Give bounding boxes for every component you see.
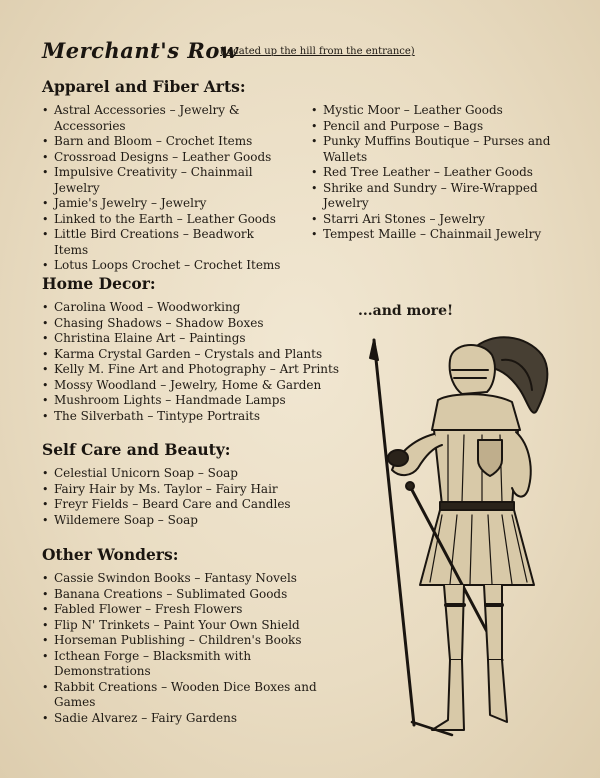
vendor-list-item: • Tempest Maille – Chainmail Jewelry — [311, 227, 556, 243]
vendor-list-item: • Astral Accessories – Jewelry & Accessories — [42, 103, 282, 134]
vendor-list-item: • Carolina Wood – Woodworking — [42, 300, 342, 316]
heading-self-care: Self Care and Beauty: — [42, 440, 231, 459]
heading-home-decor: Home Decor: — [42, 274, 156, 293]
vendor-list-item: • Jamie's Jewelry – Jewelry — [42, 196, 282, 212]
knight-with-spear-icon — [352, 330, 567, 750]
vendor-list-item: • Punky Muffins Boutique – Purses and Wallets — [311, 134, 556, 165]
vendor-list-item: • Rabbit Creations – Wooden Dice Boxes and Games — [42, 680, 342, 711]
vendor-list-item: • Icthean Forge – Blacksmith with Demonstrations — [42, 649, 342, 680]
vendor-list-item: • Mystic Moor – Leather Goods — [311, 103, 556, 119]
heading-apparel: Apparel and Fiber Arts: — [42, 77, 246, 96]
other-wonders-list — [42, 571, 342, 726]
vendor-list-item: • Karma Crystal Garden – Crystals and Plants — [42, 347, 342, 363]
vendor-list-item: • Linked to the Earth – Leather Goods — [42, 212, 282, 228]
vendor-list-item: • Kelly M. Fine Art and Photography – Art Prints — [42, 362, 342, 378]
vendor-list-item: • Sadie Alvarez – Fairy Gardens — [42, 711, 342, 727]
location-subtitle: (located up the hill from the entrance) — [220, 46, 415, 57]
heading-other-wonders: Other Wonders: — [42, 545, 179, 564]
home-decor-list — [42, 300, 342, 424]
vendor-list-item: • Horseman Publishing – Children's Books — [42, 633, 342, 649]
vendor-list-item: • Red Tree Leather – Leather Goods — [311, 165, 556, 181]
vendor-list-item: • Little Bird Creations – Beadwork Items — [42, 227, 282, 258]
page-title: Merchant's Row — [42, 38, 239, 63]
self-care-list — [42, 466, 342, 528]
and-more-text: ...and more! — [358, 303, 454, 319]
apparel-list-col2 — [311, 103, 556, 243]
vendor-list-item: • Mushroom Lights – Handmade Lamps — [42, 393, 342, 409]
vendor-list-item: • Fabled Flower – Fresh Flowers — [42, 602, 342, 618]
vendor-list-item: • Flip N' Trinkets – Paint Your Own Shield — [42, 618, 342, 634]
vendor-list-item: • Chasing Shadows – Shadow Boxes — [42, 316, 342, 332]
vendor-list-item: • Mossy Woodland – Jewelry, Home & Garden — [42, 378, 342, 394]
vendor-list-item: • Crossroad Designs – Leather Goods — [42, 150, 282, 166]
vendor-list-item: • Pencil and Purpose – Bags — [311, 119, 556, 135]
vendor-list-item: • Shrike and Sundry – Wire-Wrapped Jewelry — [311, 181, 556, 212]
vendor-list-item: • Banana Creations – Sublimated Goods — [42, 587, 342, 603]
vendor-list-item: • Impulsive Creativity – Chainmail Jewelry — [42, 165, 282, 196]
vendor-list-item: • Cassie Swindon Books – Fantasy Novels — [42, 571, 342, 587]
vendor-list-item: • Celestial Unicorn Soap – Soap — [42, 466, 342, 482]
vendor-list-item: • Christina Elaine Art – Paintings — [42, 331, 342, 347]
vendor-list-item: • Wildemere Soap – Soap — [42, 513, 342, 529]
vendor-list-item: • Freyr Fields – Beard Care and Candles — [42, 497, 342, 513]
vendor-list-item: • Barn and Bloom – Crochet Items — [42, 134, 282, 150]
vendor-list-item: • Starri Ari Stones – Jewelry — [311, 212, 556, 228]
apparel-list-col1 — [42, 103, 282, 274]
vendor-list-item: • The Silverbath – Tintype Portraits — [42, 409, 342, 425]
vendor-list-item: • Lotus Loops Crochet – Crochet Items — [42, 258, 282, 274]
vendor-list-item: • Fairy Hair by Ms. Taylor – Fairy Hair — [42, 482, 342, 498]
